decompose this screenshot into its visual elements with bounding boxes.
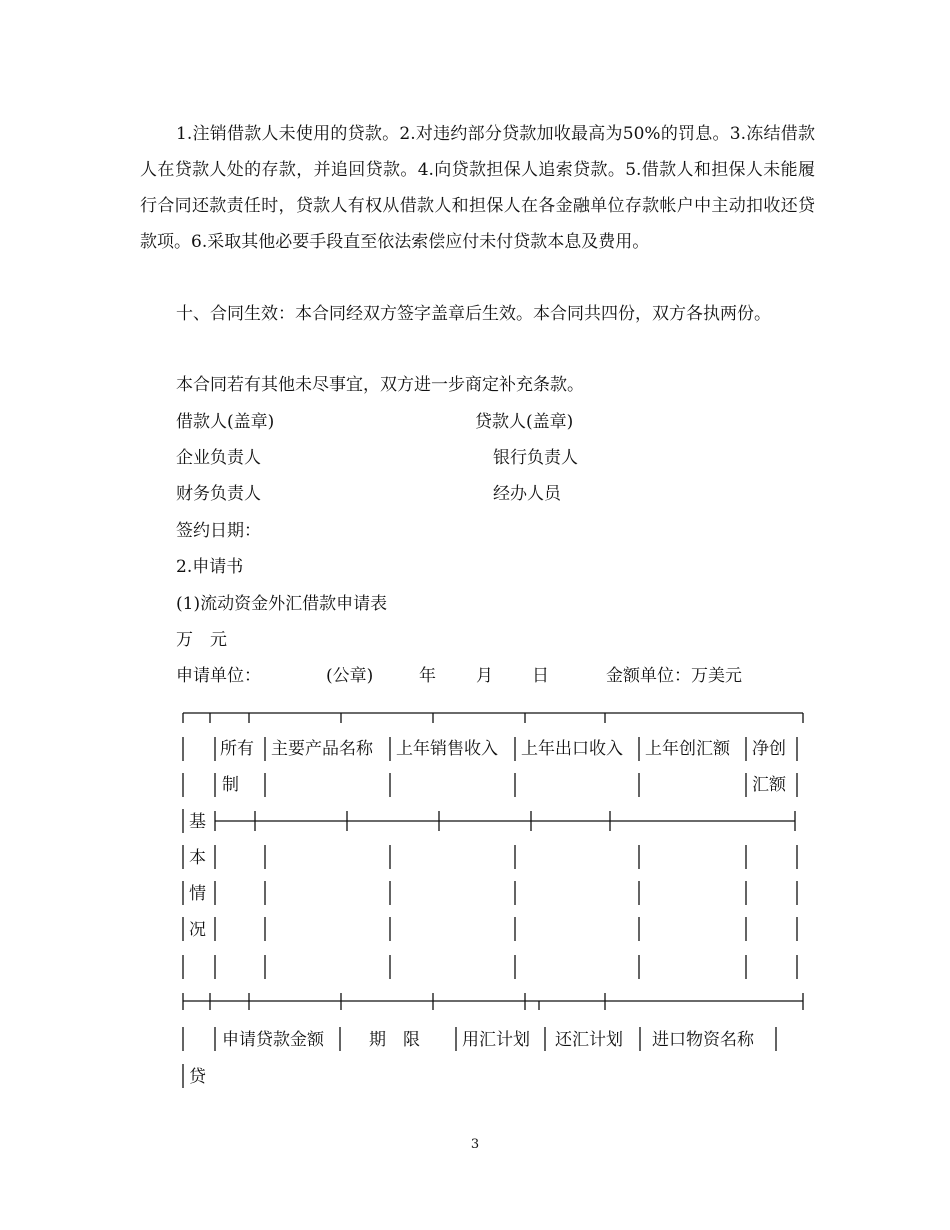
cell-fx-repay-plan: 还汇计划	[555, 1030, 623, 1050]
cell-ownership: 所有	[220, 739, 254, 759]
loan-label: 贷	[189, 1067, 206, 1087]
cell-import-goods: 进口物资名称	[652, 1030, 754, 1050]
basic-label-1: 基	[189, 812, 206, 832]
cell-ownership-cont: 制	[222, 775, 239, 795]
form-basic-row-2	[183, 881, 797, 905]
basic-label-4: 况	[189, 920, 206, 940]
remedies-paragraph: 1.注销借款人未使用的贷款。2.对违约部分贷款加收最高为50%的罚息。3.冻结借款人在贷款人处的存款，并追回贷款。4.向贷款担保人追索贷款。5.借款人和担保人未能履行合同还款责任时，贷款人有权从借款人和担保人在各金融单位存款帐户中主动扣收还贷款项。6.采取其他必要手段直至依法索偿应付未付贷款本息及费用。	[140, 124, 815, 252]
year-label: 年	[419, 666, 436, 686]
sign-date-label: 签约日期：	[176, 521, 261, 541]
form-title: (1)流动资金外汇借款申请表	[176, 594, 388, 614]
basic-label-2: 本	[189, 848, 206, 868]
day-label: 日	[532, 666, 549, 686]
form-rule-top	[183, 713, 803, 723]
form-header-row-2	[183, 773, 797, 797]
bank-head-label: 银行负责人	[493, 448, 578, 468]
cell-term: 期 限	[369, 1030, 420, 1050]
cell-main-products: 主要产品名称	[271, 739, 373, 759]
section-heading: 2.申请书	[176, 557, 244, 577]
form-rule-middle	[183, 993, 803, 1010]
basic-label-3: 情	[189, 884, 206, 904]
borrower-seal-label: 借款人(盖章)	[176, 412, 275, 432]
cell-net-fx: 净创	[752, 739, 786, 759]
cell-loan-amount: 申请贷款金额	[222, 1030, 324, 1050]
cell-fx-use-plan: 用汇计划	[462, 1030, 530, 1050]
form-basic-row-3	[183, 917, 797, 941]
cell-last-year-export: 上年出口收入	[521, 739, 623, 759]
amount-unit-label: 金额单位：万美元	[606, 666, 742, 686]
cell-net-fx-cont: 汇额	[752, 775, 786, 795]
lender-seal-label: 贷款人(盖章)	[475, 412, 574, 432]
page-number: 3	[470, 1137, 480, 1152]
contract-effect-paragraph: 十、合同生效：本合同经双方签字盖章后生效。本合同共四份，双方各执两份。	[176, 304, 771, 324]
form-basic-row-1	[183, 845, 797, 869]
form-basic-divider-row	[183, 809, 795, 833]
form-loan-header-row	[183, 1027, 776, 1051]
seal-label: (公章)	[326, 666, 374, 686]
form-header-row	[183, 737, 797, 761]
form-basic-row-4	[183, 955, 797, 979]
handler-label: 经办人员	[493, 484, 561, 504]
finance-head-label: 财务负责人	[176, 484, 261, 504]
supplementary-paragraph: 本合同若有其他未尽事宜，双方进一步商定补充条款。	[176, 375, 584, 395]
unit-line: 万 元	[176, 630, 227, 650]
enterprise-head-label: 企业负责人	[176, 448, 261, 468]
form-loan-label-row	[183, 1064, 207, 1088]
cell-last-year-fx: 上年创汇额	[645, 739, 730, 759]
month-label: 月	[476, 666, 493, 686]
cell-last-year-sales: 上年销售收入	[396, 739, 498, 759]
applicant-label: 申请单位：	[176, 666, 261, 686]
